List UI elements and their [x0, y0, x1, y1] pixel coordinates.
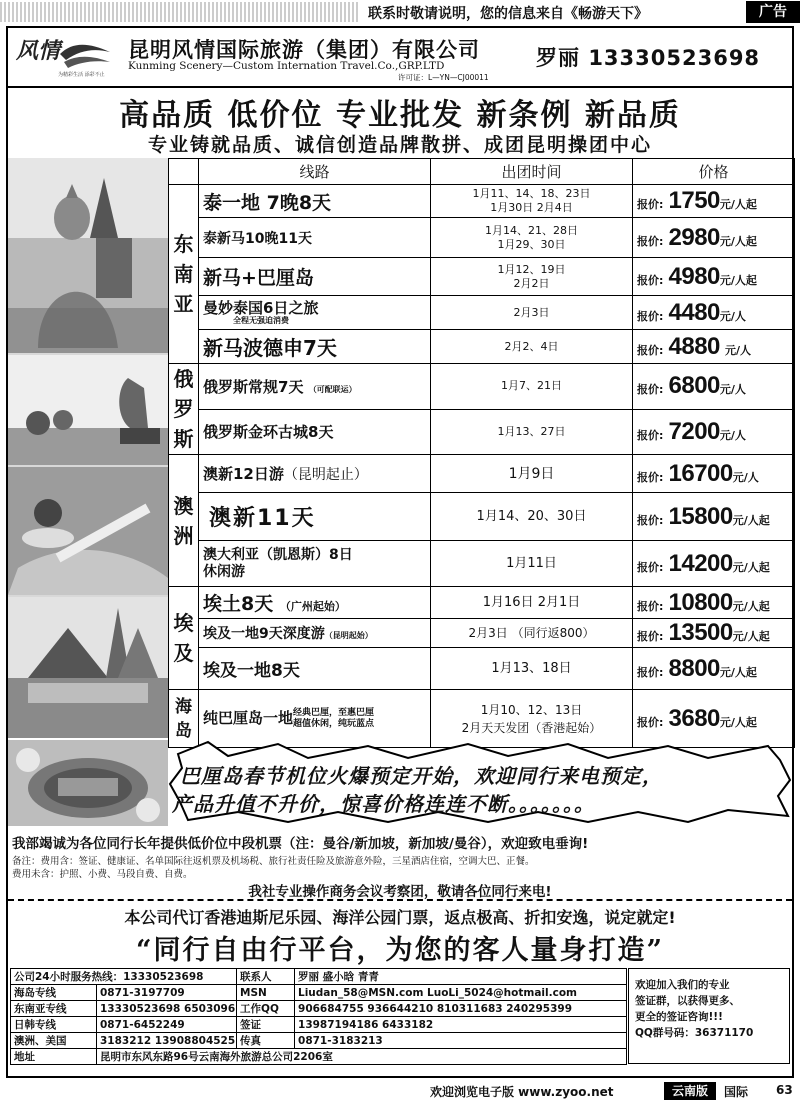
line-label: 澳洲、美国: [11, 1033, 97, 1049]
route-name: [199, 690, 431, 748]
fax-number: 0871-3183213: [295, 1033, 627, 1049]
route-note: （昆明起始）: [324, 631, 373, 640]
route-price: [633, 455, 795, 493]
price-value: 1750: [668, 187, 720, 214]
company-logo: [14, 34, 114, 80]
fee-excluded-note: 费用未含：护照、小费、马段自费、自费。: [12, 869, 193, 880]
route-dates: 1月9日: [431, 455, 633, 493]
price-value: 10800: [668, 588, 733, 616]
route-dates: 1月14、20、30日: [431, 493, 633, 541]
route-price: [633, 185, 795, 218]
price-unit: 元/人起: [719, 715, 757, 729]
price-label: 报价:: [637, 343, 664, 357]
region-label: 海岛: [175, 696, 192, 741]
route-title: 曼妙泰国6日之旅: [203, 299, 319, 317]
route-price: [633, 541, 795, 587]
table-row[interactable]: [169, 619, 795, 648]
region-label: 东南亚: [173, 232, 194, 316]
website-link[interactable]: 欢迎浏览电子版 www.zyoo.net: [430, 1085, 614, 1099]
route-note: 经典巴厘，至惠巴厘 超值休闲，纯玩蓝点: [293, 707, 375, 729]
table-row: [11, 985, 627, 1001]
table-row[interactable]: [169, 296, 795, 330]
region-label: 澳洲: [173, 493, 194, 548]
table-row[interactable]: [169, 409, 795, 455]
price-label: 报价:: [637, 273, 664, 287]
price-unit: 元/人: [719, 309, 746, 323]
table-row[interactable]: [169, 493, 795, 541]
table-row[interactable]: [169, 648, 795, 690]
price-value: 4480: [668, 298, 720, 326]
price-unit: 元/人起: [732, 599, 770, 613]
food-illustration: [8, 740, 168, 826]
price-value: 2980: [668, 223, 720, 251]
sub-slogan: 专业铸就品质、诚信创造品牌散拼、成团昆明操团中心: [147, 134, 652, 156]
table-row[interactable]: [169, 690, 795, 748]
contact-name: 罗丽: [536, 46, 580, 70]
price-unit: 元/人起: [732, 630, 770, 643]
table-row: [11, 969, 627, 985]
company-name-en: Kunming Scenery—Custom Internation Travel.Co.,GRP.LTD: [128, 60, 445, 72]
price-label: 报价:: [637, 599, 664, 613]
route-title: 纯巴厘岛一地: [203, 709, 294, 728]
route-price: [633, 493, 795, 541]
food-photo: [8, 740, 168, 826]
route-name: 澳新11天: [199, 493, 431, 541]
msn-accounts[interactable]: Liudan_58@MSN.com LuoLi_5024@hotmail.com: [295, 985, 627, 1001]
route-price: [633, 330, 795, 364]
price-unit: 元/人: [724, 343, 752, 357]
platform-slogan: “同行自由行平台，为您的客人量身打造”: [135, 935, 665, 966]
price-value: 13500: [668, 619, 733, 646]
visa-group-box: [628, 968, 790, 1064]
visa-phone[interactable]: 13987194186 6433182: [295, 1017, 627, 1033]
edition-badge: 云南版: [664, 1082, 716, 1100]
route-dates: 2月2、4日: [431, 330, 633, 364]
price-label: 报价:: [637, 715, 664, 729]
price-value: 6800: [668, 372, 720, 400]
price-unit: 元/人: [732, 470, 759, 484]
route-price: [633, 587, 795, 619]
price-value: 3680: [668, 704, 720, 732]
route-name: 俄罗斯金环古城8天: [199, 409, 431, 455]
fax-label: 传真: [237, 1033, 295, 1049]
route-price: [633, 648, 795, 690]
visa-qq-group[interactable]: QQ群号码：36371170: [635, 1027, 754, 1039]
table-row[interactable]: [169, 541, 795, 587]
route-price: [633, 296, 795, 330]
line-phone[interactable]: 0871-3197709: [97, 985, 237, 1001]
visa-line: 欢迎加入我们的专业: [635, 979, 730, 991]
route-name: [199, 587, 431, 619]
page-footer: [0, 1082, 800, 1100]
table-row[interactable]: [169, 587, 795, 619]
route-dates: 1月14、21、28日 1月29、30日: [431, 218, 633, 258]
price-label: 报价:: [637, 560, 664, 574]
table-row: [11, 1049, 627, 1065]
decorative-stripes: [0, 2, 360, 22]
table-row[interactable]: [169, 258, 795, 296]
route-dates: 1月11日: [431, 541, 633, 587]
line-phone[interactable]: 0871-6452249: [97, 1017, 237, 1033]
msn-label: MSN: [237, 985, 295, 1001]
business-tour-notice: 我社专业操作商务会议考察团，敬请各位同行来电!: [248, 884, 552, 900]
air-ticket-notice: 我部竭诚为各位同行长年提供低价位中段机票（注：曼谷/新加坡，新加坡/曼谷），欢迎致电垂询!: [12, 836, 589, 852]
price-label: 报价:: [637, 309, 664, 323]
price-value: 15800: [668, 502, 733, 530]
route-price: [633, 409, 795, 455]
route-dates: 1月11、14、18、23日 1月30日 2月4日: [431, 185, 633, 218]
route-dates: 1月12、19日 2月2日: [431, 258, 633, 296]
hotline[interactable]: 公司24小时服务热线：13330523698: [11, 969, 237, 985]
visa-line: 签证群，以获得更多、: [635, 995, 740, 1007]
price-value: 16700: [668, 459, 733, 487]
promo-line-1: 巴厘岛春节机位火爆预定开始，欢迎同行来电预定，: [180, 764, 663, 788]
route-note: 全程无强迫消费: [233, 316, 289, 325]
page-number: 63: [776, 1083, 793, 1097]
route-name: 泰新马10晚11天: [199, 218, 431, 258]
route-dates: 1月13、18日: [431, 648, 633, 690]
price-value: 8800: [668, 654, 720, 682]
region-russia: [169, 364, 199, 455]
table-row: [11, 1017, 627, 1033]
price-label: 报价:: [637, 630, 664, 643]
contact-table: [10, 968, 627, 1065]
price-unit: 元/人: [719, 428, 746, 442]
logo-subtitle: 为精彩生活 添彩不止: [58, 72, 105, 78]
dashed-divider: [8, 899, 792, 901]
address-value: 昆明市东风东路96号云南海外旅游总公司2206室: [97, 1049, 627, 1065]
promo-line-2: 产品升值不升价，惊喜价格连连不断。。。。。。。: [172, 792, 595, 816]
table-row[interactable]: [169, 330, 795, 364]
table-row: [11, 1033, 627, 1049]
route-price: [633, 619, 795, 648]
route-note: （可配联运）: [308, 384, 357, 394]
main-contact: [536, 42, 760, 72]
route-name: [199, 619, 431, 648]
route-title: 埃土8天: [203, 593, 274, 615]
fee-included-note: 备注：费用含：签证、健康证、名单国际往返机票及机场税、旅行社责任险及旅游意外险，三星酒店住宿，空调大巴、正餐。: [12, 856, 535, 867]
logo-text: 风情: [16, 38, 61, 64]
price-value: 4880: [668, 332, 720, 360]
contact-persons: 罗丽 盛小晗 青青: [295, 969, 627, 985]
theme-park-ticket-notice: 本公司代订香港迪斯尼乐园、海洋公园门票，返点极高、折扣安逸，说定就定!: [124, 908, 676, 927]
route-note: （广州起始）: [279, 600, 346, 613]
table-row[interactable]: [169, 455, 795, 493]
contact-label: 联系人: [237, 969, 295, 985]
table-row[interactable]: [169, 364, 795, 410]
table-row[interactable]: [169, 185, 795, 218]
price-label: 报价:: [637, 383, 664, 397]
route-dates: 1月16日 2月1日: [431, 587, 633, 619]
line-label: 日韩专线: [11, 1017, 97, 1033]
route-title: 澳新12日游: [203, 465, 284, 483]
table-row[interactable]: [169, 218, 795, 258]
price-unit: 元/人起: [719, 198, 757, 211]
route-price: [633, 690, 795, 748]
ad-badge: 广告: [746, 1, 800, 23]
company-name-cn: 昆明风情国际旅游（集团）有限公司: [128, 38, 480, 62]
line-label: 东南亚专线: [11, 1001, 97, 1017]
line-label: 海岛专线: [11, 985, 97, 1001]
photo-collage: [8, 158, 168, 738]
price-label: 报价:: [637, 665, 664, 679]
route-dates: 1月10、12、13日 2月天天发团（香港起始）: [431, 690, 633, 748]
line-phone[interactable]: 3183212 13908804525: [97, 1033, 237, 1049]
route-title: 埃及一地9天深度游: [203, 626, 325, 642]
region-southeast-asia: [169, 185, 199, 364]
region-island: [169, 690, 199, 748]
route-name: 澳大利亚（凯恩斯）8日 休闲游: [199, 541, 431, 587]
table-header-row: [169, 159, 795, 185]
route-name: 埃及一地8天: [199, 648, 431, 690]
route-dates: 1月13、27日: [431, 409, 633, 455]
route-name: 新马波德申7天: [199, 330, 431, 364]
region-label: 俄罗斯: [173, 367, 194, 451]
route-note: （昆明起止）: [283, 467, 368, 483]
price-label: 报价:: [637, 513, 664, 527]
route-dates: 2月3日: [431, 296, 633, 330]
license-number: 许可证：L—YN—CJ00011: [398, 73, 489, 82]
line-phone[interactable]: 13330523698 6503096: [97, 1001, 237, 1017]
price-label: 报价:: [637, 234, 664, 248]
route-name: 新马+巴厘岛: [199, 258, 431, 296]
price-unit: 元/人: [719, 383, 746, 397]
main-slogan: 高品质 低价位 专业批发 新条例 新品质: [119, 98, 681, 133]
company-header: [8, 28, 792, 88]
route-price: [633, 258, 795, 296]
route-name: [199, 455, 431, 493]
top-bar: [0, 0, 800, 24]
price-unit: 元/人起: [732, 560, 770, 574]
contact-phone[interactable]: 13330523698: [588, 46, 761, 70]
price-label: 报价:: [637, 198, 664, 211]
route-name: [199, 296, 431, 330]
region-egypt: [169, 587, 199, 690]
address-label: 地址: [11, 1049, 97, 1065]
route-name: 泰一地 7晚8天: [199, 185, 431, 218]
price-label: 报价:: [637, 470, 664, 484]
visa-line: 更全的签证咨询!!!: [635, 1011, 723, 1023]
header-price: 价格: [633, 159, 795, 185]
source-notice: 联系时敬请说明，您的信息来自《畅游天下》: [368, 6, 648, 22]
header-dates: 出团时间: [431, 159, 633, 185]
route-title: 俄罗斯常规7天: [203, 377, 304, 396]
price-value: 7200: [668, 417, 720, 445]
destination-photos: [8, 158, 168, 738]
price-value: 4980: [668, 262, 720, 290]
header-route: 线路: [199, 159, 431, 185]
visa-label: 签证: [237, 1017, 295, 1033]
route-price: [633, 218, 795, 258]
price-value: 14200: [668, 549, 733, 577]
header-region-spacer: [169, 159, 199, 185]
route-dates: 2月3日 （同行返800）: [431, 619, 633, 648]
price-unit: 元/人起: [732, 513, 770, 527]
qq-numbers[interactable]: 906684755 936644210 810311683 240295399: [295, 1001, 627, 1017]
section-label: 国际: [724, 1085, 749, 1099]
qq-label: 工作QQ: [237, 1001, 295, 1017]
price-label: 报价:: [637, 428, 664, 442]
route-dates: 1月7、21日: [431, 364, 633, 410]
table-row: [11, 1001, 627, 1017]
region-label: 埃及: [173, 611, 194, 665]
price-unit: 元/人起: [719, 234, 757, 248]
route-price: [633, 364, 795, 410]
route-table: [168, 158, 795, 748]
price-unit: 元/人起: [719, 273, 757, 287]
route-name: [199, 364, 431, 410]
price-unit: 元/人起: [719, 665, 757, 679]
region-australia: [169, 455, 199, 587]
